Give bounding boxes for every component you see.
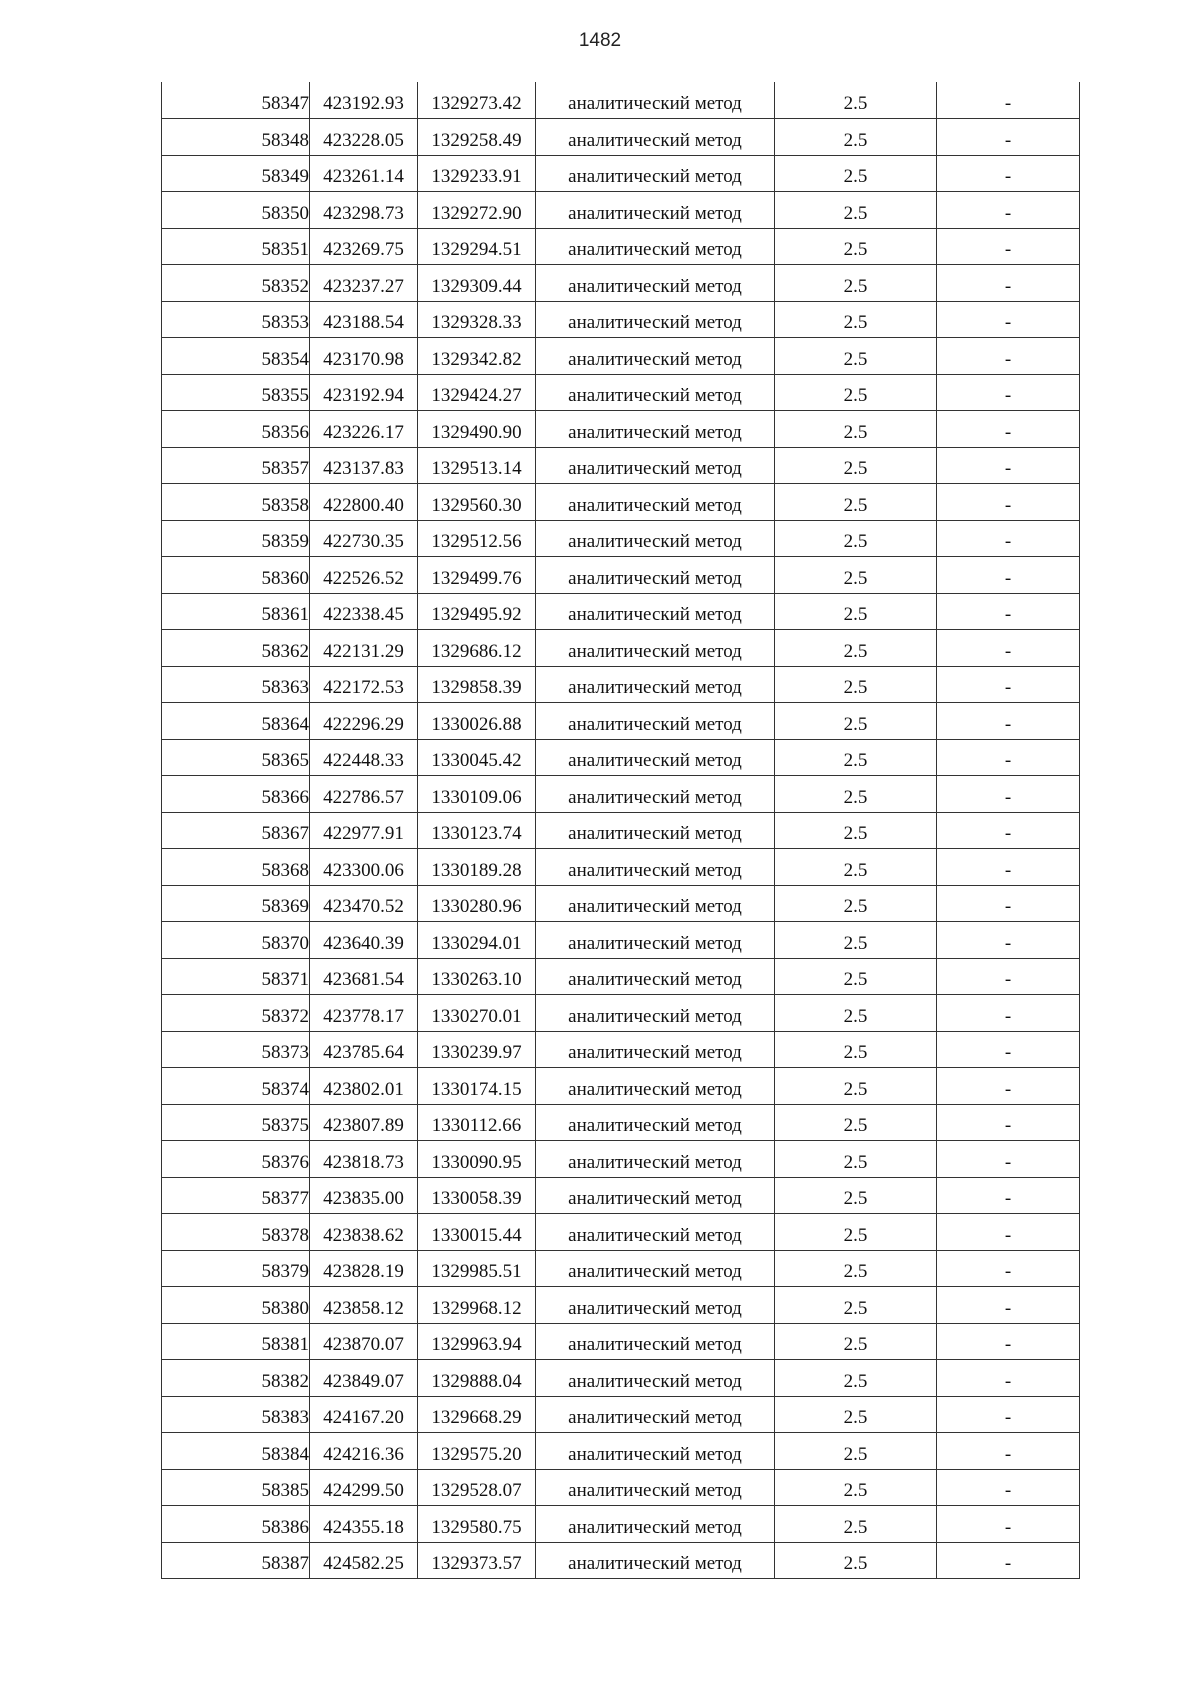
- note-cell: -: [937, 1104, 1080, 1141]
- table-row: [162, 1031, 1080, 1068]
- point-number-cell: 58377: [162, 1177, 310, 1214]
- method-cell: аналитический метод: [536, 1214, 775, 1251]
- x-coordinate-cell: 423802.01: [310, 1068, 418, 1105]
- point-number-cell: 58374: [162, 1068, 310, 1105]
- y-coordinate-cell: 1330090.95: [418, 1141, 536, 1178]
- method-cell: аналитический метод: [536, 1469, 775, 1506]
- method-cell: аналитический метод: [536, 885, 775, 922]
- x-coordinate-cell: 422296.29: [310, 703, 418, 740]
- accuracy-cell: 2.5: [775, 520, 937, 557]
- point-number-cell: 58352: [162, 265, 310, 302]
- table-row: [162, 666, 1080, 703]
- note-cell: -: [937, 849, 1080, 886]
- table-row: [162, 739, 1080, 776]
- x-coordinate-cell: 424582.25: [310, 1542, 418, 1579]
- accuracy-cell: 2.5: [775, 666, 937, 703]
- y-coordinate-cell: 1330280.96: [418, 885, 536, 922]
- y-coordinate-cell: 1330189.28: [418, 849, 536, 886]
- accuracy-cell: 2.5: [775, 228, 937, 265]
- y-coordinate-cell: 1329309.44: [418, 265, 536, 302]
- point-number-cell: 58383: [162, 1396, 310, 1433]
- table-row: [162, 484, 1080, 521]
- method-cell: аналитический метод: [536, 1360, 775, 1397]
- accuracy-cell: 2.5: [775, 557, 937, 594]
- note-cell: -: [937, 666, 1080, 703]
- note-cell: -: [937, 82, 1080, 119]
- accuracy-cell: 2.5: [775, 411, 937, 448]
- method-cell: аналитический метод: [536, 1287, 775, 1324]
- note-cell: -: [937, 1141, 1080, 1178]
- method-cell: аналитический метод: [536, 374, 775, 411]
- method-cell: аналитический метод: [536, 447, 775, 484]
- x-coordinate-cell: 423870.07: [310, 1323, 418, 1360]
- x-coordinate-cell: 423188.54: [310, 301, 418, 338]
- y-coordinate-cell: 1329686.12: [418, 630, 536, 667]
- y-coordinate-cell: 1329985.51: [418, 1250, 536, 1287]
- note-cell: -: [937, 192, 1080, 229]
- table-row: [162, 995, 1080, 1032]
- point-number-cell: 58366: [162, 776, 310, 813]
- note-cell: -: [937, 1360, 1080, 1397]
- y-coordinate-cell: 1329528.07: [418, 1469, 536, 1506]
- y-coordinate-cell: 1329963.94: [418, 1323, 536, 1360]
- method-cell: аналитический метод: [536, 739, 775, 776]
- accuracy-cell: 2.5: [775, 1506, 937, 1543]
- point-number-cell: 58368: [162, 849, 310, 886]
- x-coordinate-cell: 423807.89: [310, 1104, 418, 1141]
- table-row: [162, 265, 1080, 302]
- y-coordinate-cell: 1329490.90: [418, 411, 536, 448]
- accuracy-cell: 2.5: [775, 447, 937, 484]
- y-coordinate-cell: 1329258.49: [418, 119, 536, 156]
- accuracy-cell: 2.5: [775, 265, 937, 302]
- note-cell: -: [937, 119, 1080, 156]
- x-coordinate-cell: 422800.40: [310, 484, 418, 521]
- x-coordinate-cell: 423192.93: [310, 82, 418, 119]
- x-coordinate-cell: 423261.14: [310, 155, 418, 192]
- accuracy-cell: 2.5: [775, 1141, 937, 1178]
- method-cell: аналитический метод: [536, 192, 775, 229]
- table-row: [162, 1250, 1080, 1287]
- note-cell: -: [937, 1287, 1080, 1324]
- point-number-cell: 58364: [162, 703, 310, 740]
- point-number-cell: 58362: [162, 630, 310, 667]
- point-number-cell: 58358: [162, 484, 310, 521]
- note-cell: -: [937, 484, 1080, 521]
- note-cell: -: [937, 1469, 1080, 1506]
- y-coordinate-cell: 1330058.39: [418, 1177, 536, 1214]
- table-row: [162, 411, 1080, 448]
- point-number-cell: 58361: [162, 593, 310, 630]
- accuracy-cell: 2.5: [775, 1177, 937, 1214]
- note-cell: -: [937, 1250, 1080, 1287]
- table-row: [162, 1068, 1080, 1105]
- point-number-cell: 58359: [162, 520, 310, 557]
- note-cell: -: [937, 922, 1080, 959]
- note-cell: -: [937, 1031, 1080, 1068]
- y-coordinate-cell: 1329513.14: [418, 447, 536, 484]
- y-coordinate-cell: 1329512.56: [418, 520, 536, 557]
- y-coordinate-cell: 1330263.10: [418, 958, 536, 995]
- method-cell: аналитический метод: [536, 849, 775, 886]
- accuracy-cell: 2.5: [775, 1214, 937, 1251]
- table-row: [162, 155, 1080, 192]
- method-cell: аналитический метод: [536, 155, 775, 192]
- accuracy-cell: 2.5: [775, 1104, 937, 1141]
- table-row: [162, 119, 1080, 156]
- point-number-cell: 58376: [162, 1141, 310, 1178]
- x-coordinate-cell: 423237.27: [310, 265, 418, 302]
- y-coordinate-cell: 1330026.88: [418, 703, 536, 740]
- method-cell: аналитический метод: [536, 958, 775, 995]
- accuracy-cell: 2.5: [775, 776, 937, 813]
- table-row: [162, 301, 1080, 338]
- accuracy-cell: 2.5: [775, 958, 937, 995]
- x-coordinate-cell: 422786.57: [310, 776, 418, 813]
- table-row: [162, 776, 1080, 813]
- accuracy-cell: 2.5: [775, 703, 937, 740]
- table-row: [162, 557, 1080, 594]
- point-number-cell: 58355: [162, 374, 310, 411]
- table-row: [162, 1323, 1080, 1360]
- table-row: [162, 1506, 1080, 1543]
- note-cell: -: [937, 1433, 1080, 1470]
- method-cell: аналитический метод: [536, 1323, 775, 1360]
- note-cell: -: [937, 155, 1080, 192]
- table-row: [162, 192, 1080, 229]
- accuracy-cell: 2.5: [775, 995, 937, 1032]
- y-coordinate-cell: 1329858.39: [418, 666, 536, 703]
- accuracy-cell: 2.5: [775, 82, 937, 119]
- point-number-cell: 58363: [162, 666, 310, 703]
- point-number-cell: 58387: [162, 1542, 310, 1579]
- accuracy-cell: 2.5: [775, 374, 937, 411]
- x-coordinate-cell: 423192.94: [310, 374, 418, 411]
- table-row: [162, 1214, 1080, 1251]
- accuracy-cell: 2.5: [775, 1323, 937, 1360]
- table-row: [162, 1542, 1080, 1579]
- table-row: [162, 885, 1080, 922]
- accuracy-cell: 2.5: [775, 593, 937, 630]
- y-coordinate-cell: 1330045.42: [418, 739, 536, 776]
- x-coordinate-cell: 423228.05: [310, 119, 418, 156]
- y-coordinate-cell: 1329888.04: [418, 1360, 536, 1397]
- point-number-cell: 58357: [162, 447, 310, 484]
- point-number-cell: 58386: [162, 1506, 310, 1543]
- point-number-cell: 58349: [162, 155, 310, 192]
- note-cell: -: [937, 1542, 1080, 1579]
- y-coordinate-cell: 1330015.44: [418, 1214, 536, 1251]
- method-cell: аналитический метод: [536, 1068, 775, 1105]
- y-coordinate-cell: 1329668.29: [418, 1396, 536, 1433]
- table-row: [162, 447, 1080, 484]
- point-number-cell: 58351: [162, 228, 310, 265]
- table-row: [162, 520, 1080, 557]
- accuracy-cell: 2.5: [775, 1068, 937, 1105]
- table-row: [162, 922, 1080, 959]
- note-cell: -: [937, 630, 1080, 667]
- point-number-cell: 58356: [162, 411, 310, 448]
- note-cell: -: [937, 812, 1080, 849]
- accuracy-cell: 2.5: [775, 1287, 937, 1324]
- accuracy-cell: 2.5: [775, 301, 937, 338]
- note-cell: -: [937, 228, 1080, 265]
- x-coordinate-cell: 423470.52: [310, 885, 418, 922]
- y-coordinate-cell: 1330109.06: [418, 776, 536, 813]
- accuracy-cell: 2.5: [775, 1469, 937, 1506]
- point-number-cell: 58360: [162, 557, 310, 594]
- method-cell: аналитический метод: [536, 484, 775, 521]
- table-row: [162, 1433, 1080, 1470]
- point-number-cell: 58372: [162, 995, 310, 1032]
- y-coordinate-cell: 1329294.51: [418, 228, 536, 265]
- point-number-cell: 58379: [162, 1250, 310, 1287]
- coordinates-table: [161, 82, 1080, 1579]
- note-cell: -: [937, 776, 1080, 813]
- x-coordinate-cell: 424216.36: [310, 1433, 418, 1470]
- point-number-cell: 58373: [162, 1031, 310, 1068]
- y-coordinate-cell: 1329580.75: [418, 1506, 536, 1543]
- x-coordinate-cell: 422338.45: [310, 593, 418, 630]
- method-cell: аналитический метод: [536, 301, 775, 338]
- method-cell: аналитический метод: [536, 630, 775, 667]
- x-coordinate-cell: 424355.18: [310, 1506, 418, 1543]
- accuracy-cell: 2.5: [775, 1433, 937, 1470]
- note-cell: -: [937, 885, 1080, 922]
- point-number-cell: 58367: [162, 812, 310, 849]
- x-coordinate-cell: 423137.83: [310, 447, 418, 484]
- table-row: [162, 1104, 1080, 1141]
- note-cell: -: [937, 557, 1080, 594]
- point-number-cell: 58365: [162, 739, 310, 776]
- y-coordinate-cell: 1330270.01: [418, 995, 536, 1032]
- point-number-cell: 58348: [162, 119, 310, 156]
- method-cell: аналитический метод: [536, 995, 775, 1032]
- table-row: [162, 338, 1080, 375]
- note-cell: -: [937, 958, 1080, 995]
- x-coordinate-cell: 423849.07: [310, 1360, 418, 1397]
- accuracy-cell: 2.5: [775, 484, 937, 521]
- method-cell: аналитический метод: [536, 666, 775, 703]
- method-cell: аналитический метод: [536, 557, 775, 594]
- x-coordinate-cell: 423681.54: [310, 958, 418, 995]
- accuracy-cell: 2.5: [775, 119, 937, 156]
- x-coordinate-cell: 423838.62: [310, 1214, 418, 1251]
- table-row: [162, 1287, 1080, 1324]
- method-cell: аналитический метод: [536, 1542, 775, 1579]
- table-row: [162, 630, 1080, 667]
- table-row: [162, 849, 1080, 886]
- point-number-cell: 58384: [162, 1433, 310, 1470]
- note-cell: -: [937, 1396, 1080, 1433]
- note-cell: -: [937, 593, 1080, 630]
- accuracy-cell: 2.5: [775, 1031, 937, 1068]
- method-cell: аналитический метод: [536, 411, 775, 448]
- method-cell: аналитический метод: [536, 703, 775, 740]
- accuracy-cell: 2.5: [775, 630, 937, 667]
- x-coordinate-cell: 424299.50: [310, 1469, 418, 1506]
- method-cell: аналитический метод: [536, 265, 775, 302]
- x-coordinate-cell: 422172.53: [310, 666, 418, 703]
- note-cell: -: [937, 1214, 1080, 1251]
- table-row: [162, 958, 1080, 995]
- table-row: [162, 228, 1080, 265]
- x-coordinate-cell: 423226.17: [310, 411, 418, 448]
- accuracy-cell: 2.5: [775, 739, 937, 776]
- table-row: [162, 1177, 1080, 1214]
- point-number-cell: 58382: [162, 1360, 310, 1397]
- method-cell: аналитический метод: [536, 338, 775, 375]
- point-number-cell: 58354: [162, 338, 310, 375]
- method-cell: аналитический метод: [536, 922, 775, 959]
- point-number-cell: 58375: [162, 1104, 310, 1141]
- table-row: [162, 82, 1080, 119]
- note-cell: -: [937, 338, 1080, 375]
- table-row: [162, 374, 1080, 411]
- method-cell: аналитический метод: [536, 82, 775, 119]
- table-row: [162, 1360, 1080, 1397]
- x-coordinate-cell: 423300.06: [310, 849, 418, 886]
- x-coordinate-cell: 422730.35: [310, 520, 418, 557]
- table-row: [162, 1469, 1080, 1506]
- y-coordinate-cell: 1329273.42: [418, 82, 536, 119]
- note-cell: -: [937, 739, 1080, 776]
- note-cell: -: [937, 301, 1080, 338]
- method-cell: аналитический метод: [536, 776, 775, 813]
- accuracy-cell: 2.5: [775, 1250, 937, 1287]
- y-coordinate-cell: 1330294.01: [418, 922, 536, 959]
- method-cell: аналитический метод: [536, 1250, 775, 1287]
- x-coordinate-cell: 423858.12: [310, 1287, 418, 1324]
- y-coordinate-cell: 1329328.33: [418, 301, 536, 338]
- y-coordinate-cell: 1329373.57: [418, 1542, 536, 1579]
- method-cell: аналитический метод: [536, 119, 775, 156]
- y-coordinate-cell: 1330112.66: [418, 1104, 536, 1141]
- point-number-cell: 58381: [162, 1323, 310, 1360]
- y-coordinate-cell: 1330123.74: [418, 812, 536, 849]
- note-cell: -: [937, 703, 1080, 740]
- note-cell: -: [937, 1506, 1080, 1543]
- note-cell: -: [937, 1323, 1080, 1360]
- note-cell: -: [937, 411, 1080, 448]
- table-row: [162, 1141, 1080, 1178]
- method-cell: аналитический метод: [536, 1141, 775, 1178]
- x-coordinate-cell: 423298.73: [310, 192, 418, 229]
- x-coordinate-cell: 423785.64: [310, 1031, 418, 1068]
- y-coordinate-cell: 1330239.97: [418, 1031, 536, 1068]
- x-coordinate-cell: 423170.98: [310, 338, 418, 375]
- accuracy-cell: 2.5: [775, 849, 937, 886]
- note-cell: -: [937, 995, 1080, 1032]
- note-cell: -: [937, 447, 1080, 484]
- table-row: [162, 593, 1080, 630]
- y-coordinate-cell: 1329495.92: [418, 593, 536, 630]
- x-coordinate-cell: 423818.73: [310, 1141, 418, 1178]
- method-cell: аналитический метод: [536, 1433, 775, 1470]
- y-coordinate-cell: 1330174.15: [418, 1068, 536, 1105]
- note-cell: -: [937, 1177, 1080, 1214]
- point-number-cell: 58371: [162, 958, 310, 995]
- x-coordinate-cell: 423828.19: [310, 1250, 418, 1287]
- note-cell: -: [937, 374, 1080, 411]
- method-cell: аналитический метод: [536, 593, 775, 630]
- y-coordinate-cell: 1329968.12: [418, 1287, 536, 1324]
- accuracy-cell: 2.5: [775, 338, 937, 375]
- point-number-cell: 58347: [162, 82, 310, 119]
- y-coordinate-cell: 1329575.20: [418, 1433, 536, 1470]
- accuracy-cell: 2.5: [775, 812, 937, 849]
- table-row: [162, 1396, 1080, 1433]
- accuracy-cell: 2.5: [775, 1396, 937, 1433]
- point-number-cell: 58370: [162, 922, 310, 959]
- table-row: [162, 812, 1080, 849]
- x-coordinate-cell: 423269.75: [310, 228, 418, 265]
- table-body: [162, 82, 1080, 1579]
- note-cell: -: [937, 1068, 1080, 1105]
- y-coordinate-cell: 1329342.82: [418, 338, 536, 375]
- method-cell: аналитический метод: [536, 1506, 775, 1543]
- note-cell: -: [937, 520, 1080, 557]
- x-coordinate-cell: 422448.33: [310, 739, 418, 776]
- point-number-cell: 58369: [162, 885, 310, 922]
- point-number-cell: 58353: [162, 301, 310, 338]
- x-coordinate-cell: 423778.17: [310, 995, 418, 1032]
- method-cell: аналитический метод: [536, 520, 775, 557]
- x-coordinate-cell: 422526.52: [310, 557, 418, 594]
- method-cell: аналитический метод: [536, 812, 775, 849]
- method-cell: аналитический метод: [536, 228, 775, 265]
- accuracy-cell: 2.5: [775, 885, 937, 922]
- page-number: 1482: [578, 30, 622, 51]
- method-cell: аналитический метод: [536, 1104, 775, 1141]
- point-number-cell: 58380: [162, 1287, 310, 1324]
- y-coordinate-cell: 1329499.76: [418, 557, 536, 594]
- x-coordinate-cell: 424167.20: [310, 1396, 418, 1433]
- accuracy-cell: 2.5: [775, 1360, 937, 1397]
- table-row: [162, 703, 1080, 740]
- method-cell: аналитический метод: [536, 1031, 775, 1068]
- y-coordinate-cell: 1329272.90: [418, 192, 536, 229]
- point-number-cell: 58385: [162, 1469, 310, 1506]
- accuracy-cell: 2.5: [775, 922, 937, 959]
- x-coordinate-cell: 422131.29: [310, 630, 418, 667]
- accuracy-cell: 2.5: [775, 155, 937, 192]
- y-coordinate-cell: 1329560.30: [418, 484, 536, 521]
- point-number-cell: 58378: [162, 1214, 310, 1251]
- y-coordinate-cell: 1329424.27: [418, 374, 536, 411]
- accuracy-cell: 2.5: [775, 192, 937, 229]
- method-cell: аналитический метод: [536, 1396, 775, 1433]
- point-number-cell: 58350: [162, 192, 310, 229]
- x-coordinate-cell: 423835.00: [310, 1177, 418, 1214]
- method-cell: аналитический метод: [536, 1177, 775, 1214]
- y-coordinate-cell: 1329233.91: [418, 155, 536, 192]
- x-coordinate-cell: 422977.91: [310, 812, 418, 849]
- x-coordinate-cell: 423640.39: [310, 922, 418, 959]
- note-cell: -: [937, 265, 1080, 302]
- accuracy-cell: 2.5: [775, 1542, 937, 1579]
